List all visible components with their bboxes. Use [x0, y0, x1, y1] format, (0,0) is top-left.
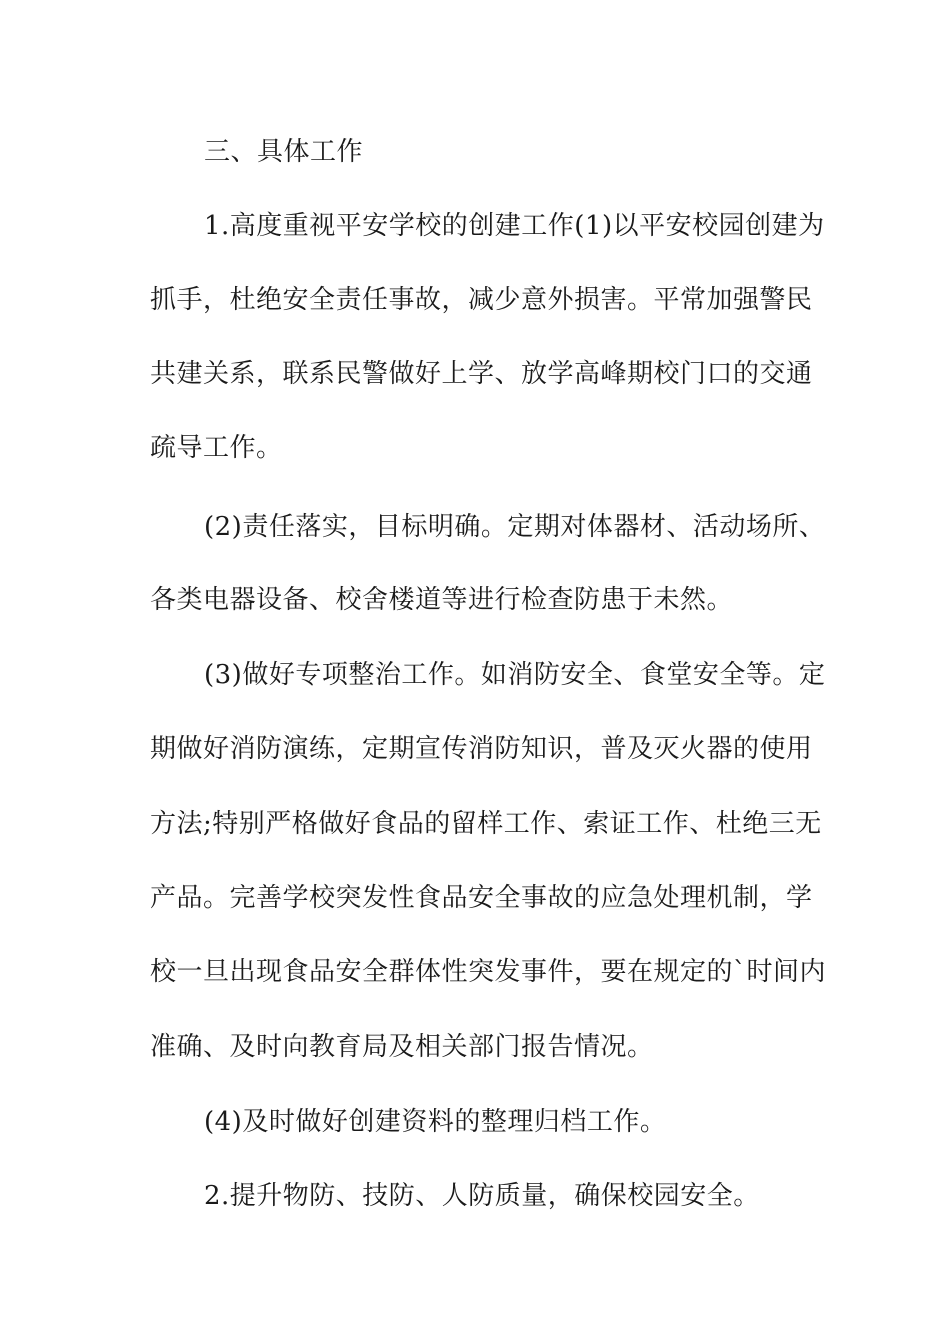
paragraph-line: 各类电器设备、校舍楼道等进行检查防患于未然。 [150, 585, 734, 615]
paragraph-line: 准确、及时向教育局及相关部门报告情况。 [150, 1032, 654, 1062]
paragraph-line: 期做好消防演练，定期宣传消防知识，普及灭火器的使用 [150, 734, 813, 764]
paragraph-line: (3)做好专项整治工作。如消防安全、食堂安全等。定 [204, 660, 826, 690]
paragraph-line: 产品。完善学校突发性食品安全事故的应急处理机制，学 [150, 883, 813, 913]
paragraph-line: (2)责任落实，目标明确。定期对体器材、活动场所、 [204, 512, 826, 542]
paragraph-line: 疏导工作。 [150, 433, 283, 463]
paragraph-line: 共建关系，联系民警做好上学、放学高峰期校门口的交通 [150, 359, 813, 389]
paragraph-line: 2.提升物防、技防、人防质量，确保校园安全。 [204, 1181, 760, 1211]
paragraph-line: 抓手，杜绝安全责任事故，减少意外损害。平常加强警民 [150, 285, 813, 315]
paragraph-line: 方法;特别严格做好食品的留样工作、索证工作、杜绝三无 [150, 809, 822, 839]
section-heading: 三、具体工作 [204, 137, 364, 167]
paragraph-line: 1.高度重视平安学校的创建工作(1)以平安校园创建为 [204, 211, 825, 241]
paragraph-line: 校一旦出现食品安全群体性突发事件，要在规定的`时间内 [150, 957, 827, 987]
paragraph-line: (4)及时做好创建资料的整理归档工作。 [204, 1107, 667, 1137]
